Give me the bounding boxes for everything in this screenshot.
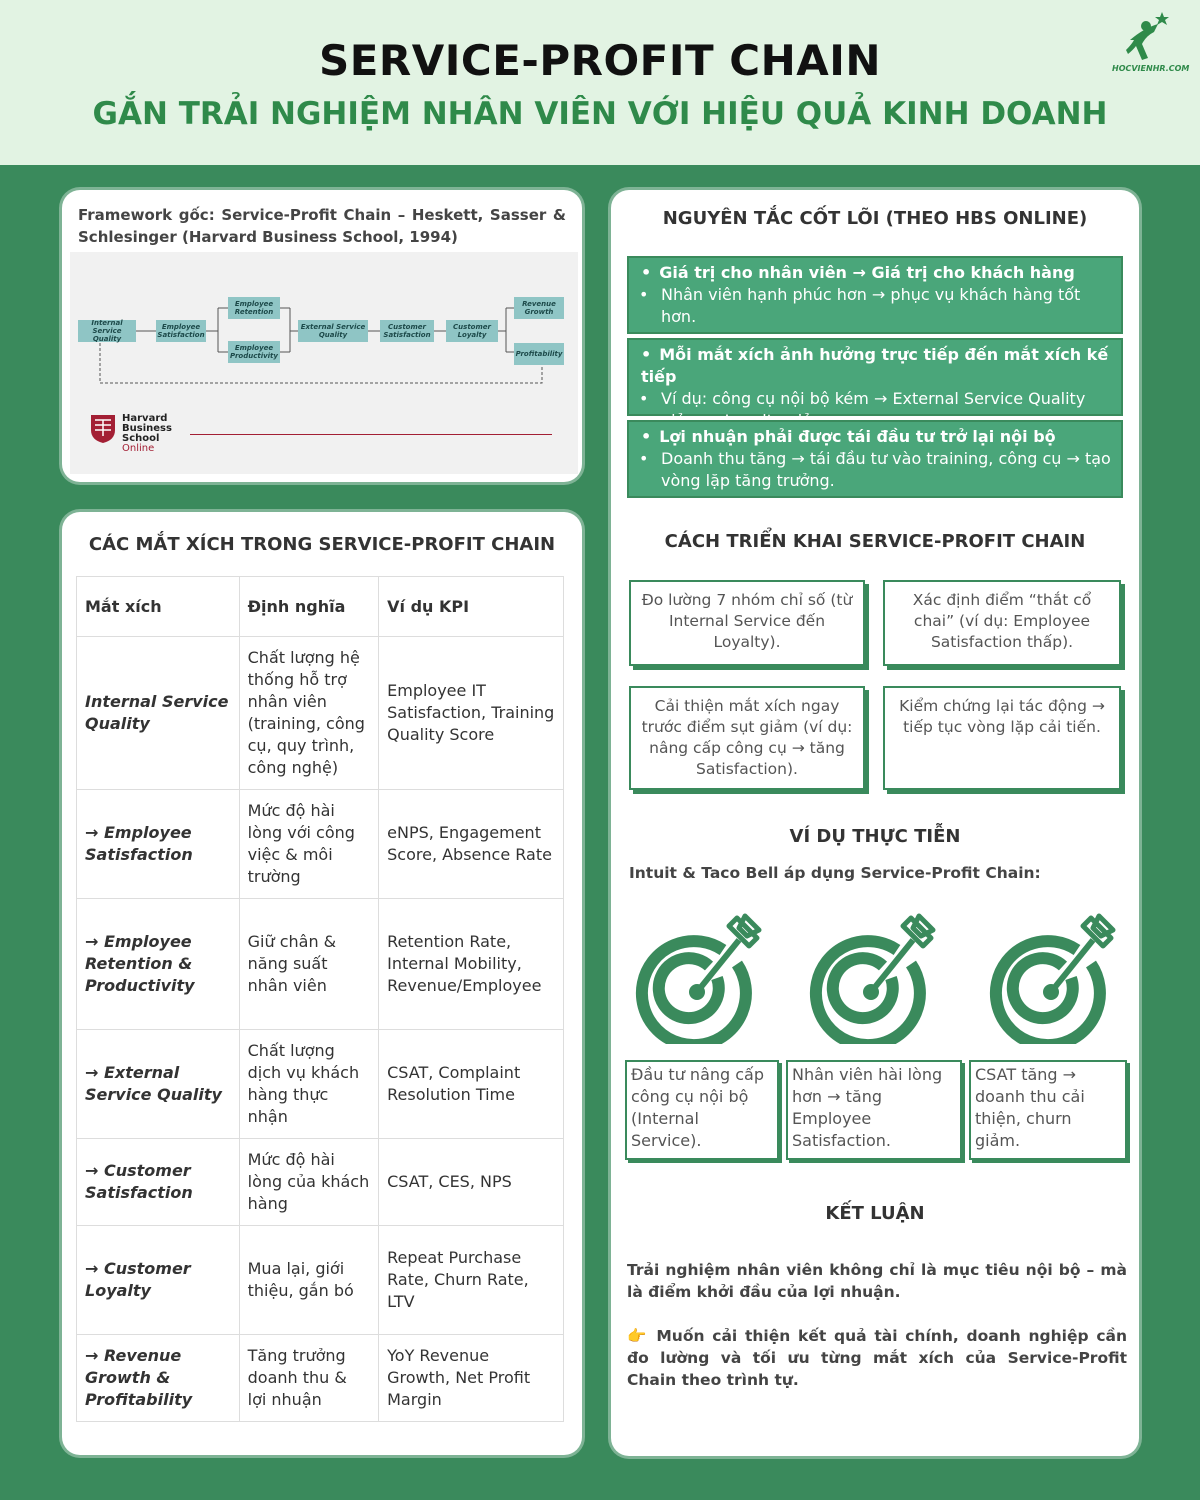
row-stage: → Employee Retention & Productivity [77, 899, 240, 1030]
right-card [611, 190, 1139, 1456]
row-kpi: YoY Revenue Growth, Net Profit Margin [379, 1335, 564, 1422]
example-box: CSAT tăng → doanh thu cải thiện, churn giảm. [969, 1060, 1127, 1160]
diagram-box-profitability: Profitability [514, 343, 564, 365]
row-kpi: Repeat Purchase Rate, Churn Rate, LTV [379, 1226, 564, 1335]
diagram-box-loyalty: Customer Loyalty [446, 320, 498, 342]
conclusion-title: KẾT LUẬN [825, 1203, 925, 1224]
table-row [77, 1139, 564, 1226]
diagram-box-internal: Internal Service Quality [78, 320, 136, 342]
principle-detail: Nhân viên hạnh phúc hơn → phục vụ khách hàng tốt hơn. [661, 285, 1081, 326]
implementation-title: CÁCH TRIỂN KHAI SERVICE-PROFIT CHAIN [664, 531, 1086, 552]
examples-intro: Intuit & Taco Bell áp dụng Service-Profit Chain: [629, 864, 1041, 882]
table-header-row [77, 577, 564, 637]
hbs-line-4: Online [122, 443, 155, 454]
conclusion-paragraph-1: Trải nghiệm nhân viên không chỉ là mục tiêu nội bộ – mà là điểm khởi đầu của lợi nhuận. [627, 1261, 1127, 1301]
header-definition: Định nghĩa [239, 577, 379, 637]
row-stage: → Revenue Growth & Profitability [77, 1335, 240, 1422]
principle-heading: Giá trị cho nhân viên → Giá trị cho khách hàng [659, 263, 1075, 282]
row-kpi: Employee IT Satisfaction, Training Quality Score [379, 637, 564, 790]
target-icon [981, 904, 1121, 1044]
row-stage: → Customer Loyalty [77, 1226, 240, 1335]
diagram-box-retention: Employee Retention [228, 297, 280, 319]
row-definition: Mua lại, giới thiệu, gắn bó [239, 1226, 379, 1335]
implementation-step: Cải thiện mắt xích ngay trước điểm sụt giảm (ví dụ: nâng cấp công cụ → tăng Satisfaction). [629, 686, 865, 790]
logo [1112, 10, 1190, 82]
diagram-box-revenue: Revenue Growth [514, 297, 564, 319]
hbs-shield-icon [90, 414, 116, 444]
diagram-box-external: External Service Quality [298, 320, 368, 342]
principle-detail: Doanh thu tăng → tái đầu tư vào training, công cụ → tạo vòng lặp tăng trưởng. [661, 449, 1111, 490]
framework-diagram [70, 252, 578, 474]
row-definition: Chất lượng dịch vụ khách hàng thực nhận [239, 1030, 379, 1139]
row-definition: Mức độ hài lòng với công việc & môi trường [239, 790, 379, 899]
logo-text: HOCVIENHR.COM [1112, 64, 1190, 73]
principle-item: • Giá trị cho nhân viên → Giá trị cho khách hàng • Nhân viên hạnh phúc hơn → phục vụ khách hàng tốt hơn. [627, 256, 1123, 334]
header [0, 0, 1200, 165]
conclusion-paragraph-2: 👉 Muốn cải thiện kết quả tài chính, doanh nghiệp cần đo lường và tối ưu từng mắt xích của Service-Profit Chain theo trình tự. [627, 1327, 1127, 1389]
implementation-step: Đo lường 7 nhóm chỉ số (từ Internal Service đến Loyalty). [629, 580, 865, 666]
example-box: Nhân viên hài lòng hơn → tăng Employee Satisfaction. [786, 1060, 962, 1160]
table-row [77, 899, 564, 1030]
framework-caption: Framework gốc: Service-Profit Chain – Heskett, Sasser & Schlesinger (Harvard Business School, 1994) [78, 206, 566, 246]
chain-table-card [62, 512, 582, 1455]
examples-title: VÍ DỤ THỰC TIỄN [789, 826, 961, 847]
example-box: Đầu tư nâng cấp công cụ nội bộ (Internal Service). [625, 1060, 779, 1160]
principle-heading: Lợi nhuận phải được tái đầu tư trở lại nội bộ [659, 427, 1056, 446]
table-row [77, 790, 564, 899]
chain-table [76, 576, 564, 1422]
row-kpi: Retention Rate, Internal Mobility, Revenue/Employee [379, 899, 564, 1030]
row-definition: Tăng trưởng doanh thu & lợi nhuận [239, 1335, 379, 1422]
table-row [77, 1226, 564, 1335]
table-row [77, 1335, 564, 1422]
chain-title: CÁC MẮT XÍCH TRONG SERVICE-PROFIT CHAIN [88, 534, 556, 555]
hbs-logo [90, 414, 172, 454]
header-kpi: Ví dụ KPI [379, 577, 564, 637]
row-kpi: CSAT, CES, NPS [379, 1139, 564, 1226]
implementation-step: Kiểm chứng lại tác động → tiếp tục vòng lặp cải tiến. [883, 686, 1121, 790]
hbs-line-3: School [122, 433, 160, 444]
hbs-divider [190, 434, 552, 435]
table-row [77, 637, 564, 790]
principle-item: • Mỗi mắt xích ảnh hưởng trực tiếp đến mắt xích kế tiếp • Ví dụ: công cụ nội bộ kém → External Service Quality [627, 338, 1123, 416]
row-stage: Internal Service Quality [77, 637, 240, 790]
diagram-box-customer-satisfaction: Customer Satisfaction [380, 320, 434, 342]
framework-card [62, 190, 582, 482]
row-kpi: CSAT, Complaint Resolution Time [379, 1030, 564, 1139]
row-stage: → External Service Quality [77, 1030, 240, 1139]
row-definition: Giữ chân & năng suất nhân viên [239, 899, 379, 1030]
principle-heading: Mỗi mắt xích ảnh hưởng trực tiếp đến mắt xích kế tiếp [641, 345, 1109, 386]
implementation-step: Xác định điểm “thắt cổ chai” (ví dụ: Employee Satisfaction thấp). [883, 580, 1121, 666]
page-subtitle: GẮN TRẢI NGHIỆM NHÂN VIÊN VỚI HIỆU QUẢ KINH DOANH [92, 96, 1108, 132]
row-kpi: eNPS, Engagement Score, Absence Rate [379, 790, 564, 899]
target-icon [627, 904, 767, 1044]
diagram-box-productivity: Employee Productivity [228, 341, 280, 363]
row-stage: → Customer Satisfaction [77, 1139, 240, 1226]
row-definition: Mức độ hài lòng của khách hàng [239, 1139, 379, 1226]
logo-figure-icon [1124, 10, 1174, 64]
row-stage: → Employee Satisfaction [77, 790, 240, 899]
principle-detail: Ví dụ: công cụ nội bộ kém → External Service Quality [661, 389, 1086, 408]
diagram-box-employee-satisfaction: Employee Satisfaction [156, 320, 206, 342]
page-title: SERVICE-PROFIT CHAIN [318, 36, 882, 85]
hbs-line-2: Business [122, 423, 172, 434]
principle-item: • Lợi nhuận phải được tái đầu tư trở lại nội bộ • Doanh thu tăng → tái đầu tư vào training, công cụ → tạo vòng lặp tăng trưởng. [627, 420, 1123, 498]
header-stage: Mắt xích [77, 577, 240, 637]
row-definition: Chất lượng hệ thống hỗ trợ nhân viên (training, công cụ, quy trình, công nghệ) [239, 637, 379, 790]
target-icon [801, 904, 941, 1044]
principles-title: NGUYÊN TẮC CỐT LÕI (THEO HBS ONLINE) [662, 208, 1088, 229]
table-row [77, 1030, 564, 1139]
hbs-line-1: Harvard [122, 413, 168, 424]
